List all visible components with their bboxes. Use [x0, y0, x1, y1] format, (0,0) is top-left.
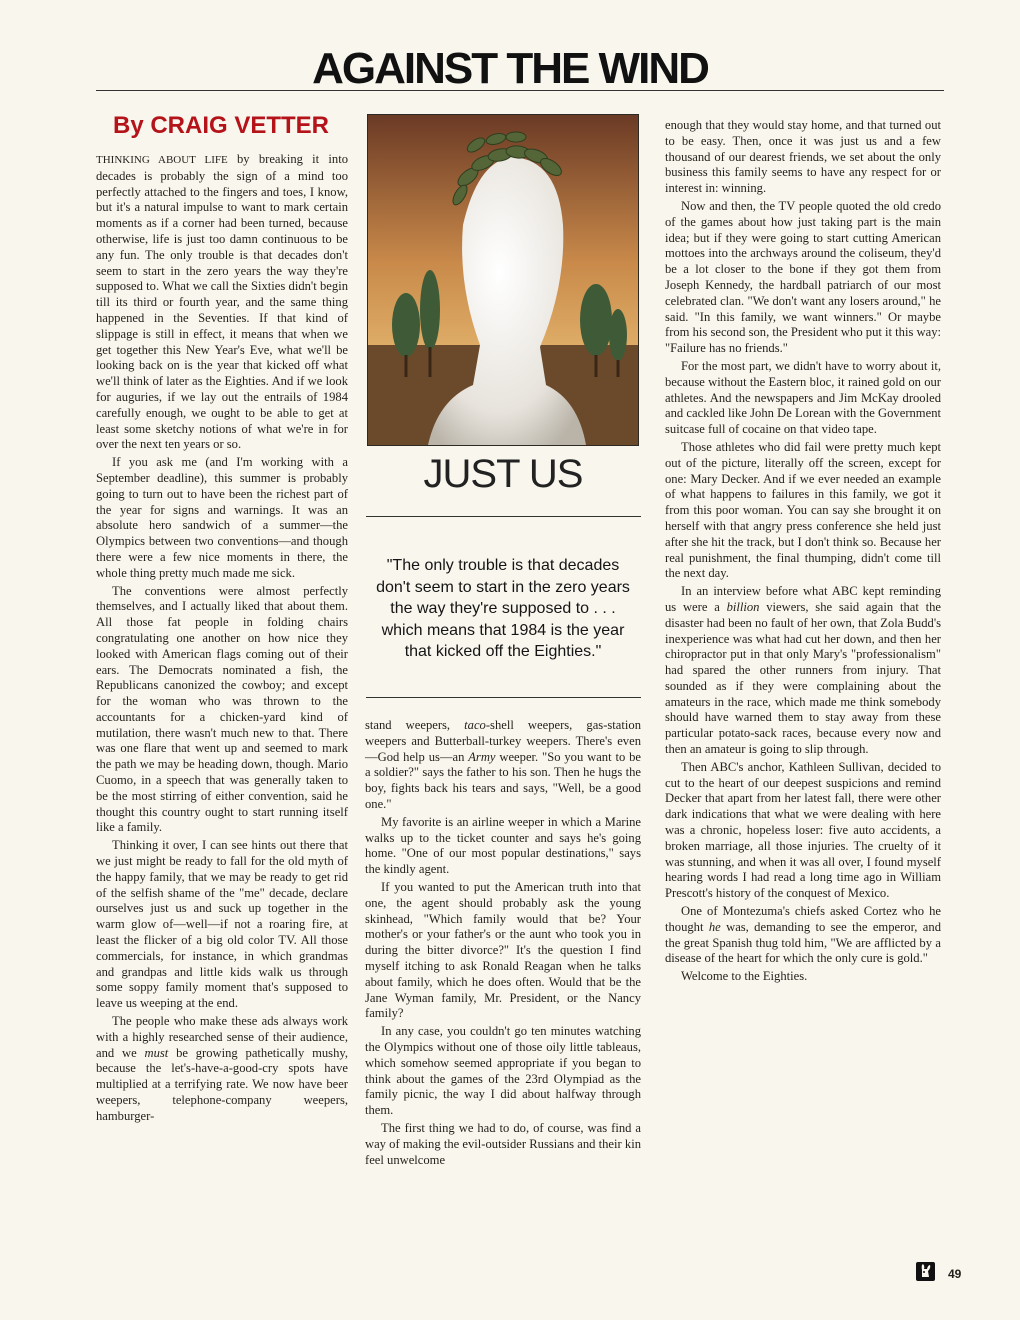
paragraph: My favorite is an airline weeper in which a Marine walks up to the ticket counter and says he's going home. "One of our most popular destinations," says the kindly agent.: [365, 814, 641, 877]
paragraph: Then ABC's anchor, Kathleen Sullivan, decided to cut to the heart of our deepest suspicions and remind Decker that apart from her latest fall, there were other dark indications that what we were dealing with here was a chronic, hopeless loser: five auto accidents, a broken marriage, all those injuries. The cruelty of it was stunning, and when it was all over, I found myself hearing words I had read a long time ago in William Prescott's history of the conquest of Mexico.: [665, 759, 941, 901]
paragraph: In an interview before what ABC kept reminding us were a billion viewers, she said again that the disaster had been no fault of her own, that Zola Budd's inexperience was what had cut her down, and then her chiropractor put in that only Mary's "professionalism" had spared the other runners from injury. That sounded as if they were complaining about the amateurs in the race, which made me think somebody should have warned them to stay away from these particular potato-sack races, because every now and then an amateur is going to slip through.: [665, 584, 941, 757]
paragraph: If you ask me (and I'm working with a September deadline), this summer is probably going to turn out to have been the richest part of the year for signs and warnings. It was an absolute hero sandwich of a summer—the Olympics between two conventions—and though there were a few nice moments in there, the whole thing pretty much made me sick.: [96, 455, 348, 580]
article-column-2: [365, 718, 641, 1170]
paragraph: The first thing we had to do, of course, was find a way of making the evil-outsider Russians and their kin feel unwelcome: [365, 1120, 641, 1167]
paragraph: In any case, you couldn't go ten minutes watching the Olympics without one of those oily little tableaus, which somehow seemed appropriate if you began to think about the games of the 23rd Olympiad as the family picnic, the way I did about halfway through them.: [365, 1024, 641, 1118]
paragraph: For the most part, we didn't have to worry about it, because without the Eastern bloc, it rained gold on our athletes. And the newspapers and Jim McKay drooled and cackled like John De Lorean with the Government suitcase full of cocaine on that video tape.: [665, 358, 941, 437]
article-column-1: [96, 152, 348, 1127]
section-heading: JUST US: [423, 452, 583, 496]
faceless-bust-illustration: [367, 114, 639, 446]
article-column-3: [665, 118, 941, 987]
paragraph: stand weepers, taco-shell weepers, gas-station weepers and Butterball-turkey weepers. There's even—God help us—an Army weeper. "So you want to be a soldier?" says the father to his son. Then he hugs the boy, fights back his tears and says, "Well, be a good one.": [365, 718, 641, 811]
title-rule: [96, 90, 944, 91]
paragraph: If you wanted to put the American truth into that one, the agent should probably ask the young skinhead, "Which family would that be? Your mother's or your father's or the aunt who took you in during the bitter divorce?" It's the question I find myself itching to ask Ronald Reagan when he talks about family, which he does often. Would that be the Jane Wyman family, Mr. President, or the Nancy family?: [365, 879, 641, 1021]
paragraph: Now and then, the TV people quoted the old credo of the games about how just taking part is the main idea; but if they were going to start cutting American mottoes into the archways around the coliseum, they'd be a lot closer to the bone if they got them from Joseph Kennedy, the hardball patriarch of our most celebrated clan. "We don't want any losers around," he said. "In this family, we want winners." Or maybe from his second son, the President who put it this way: "Failure has no friends.": [665, 198, 941, 356]
closing-line: Welcome to the Eighties.: [681, 969, 808, 984]
paragraph: One of Montezuma's chiefs asked Cortez who he thought he was, demanding to see the emperor, and the great Spanish thug told him, "We are afflicted by a disease of the heart for which the only cure is gold.": [665, 904, 941, 966]
lead-in: THINKING ABOUT LIFE: [96, 154, 228, 166]
divider: [366, 697, 641, 698]
paragraph: Those athletes who did fail were pretty much kept out of the picture, literally off the screen, except for one: Mary Decker. And if we ever needed an example of what happens to failures in this family, we got it from this poor woman. You can say she brought it on herself with that angry press conference she held just after she hit the track, but I don't think so. Because her real punishment, the final thumping, didn't come till the next day.: [665, 439, 941, 581]
article-title: AGAINST THE WIND: [312, 44, 708, 93]
paragraph: The people who make these ads always work with a highly researched sense of their audience, and we must be growing pathetically mushy, because the let's-have-a-good-cry spots have multiplied at a terrifying rate. We now have beer weepers, telephone-company weepers, hamburger-: [96, 1014, 348, 1123]
bunny-logo-icon: [916, 1262, 935, 1281]
paragraph: enough that they would stay home, and that turned out to be easy. Then, once it was just us and a few thousand of our dearest friends, we set about the only business this family seems to have any respect for or interest in: winning.: [665, 118, 941, 196]
divider: [366, 516, 641, 517]
pull-quote: "The only trouble is that decades don't seem to start in the zero years the way they're supposed to . . . which means that 1984 is the year that kicked off the Eighties.": [376, 557, 630, 660]
paragraph: The conventions were almost perfectly themselves, and I actually liked that about them. All those fat people in folding chairs congratulating one another on how nice they looked with American flags coming out of their ears. The Democrats nominated a fish, the Republicans canonized the cowboy; and except for the woman who was thrown to the accountants for a chicken-yard kind of mutilation, there wasn't much new to that. There was one flare that went up and seemed to mark the path we may be heading down, though. Mario Cuomo, in a speech that was generally taken to be the most stirring of either convention, said he thought this country ought to start running itself like a family.: [96, 583, 348, 835]
page-number: 49: [948, 1267, 962, 1281]
paragraph: Thinking it over, I can see hints out there that we just might be ready to fall for the old myth of the happy family, that we may be ready to get rid of the selfish shame of the "me" decade, declare ourselves just us and suck up together in the warm glow of—well—if not a roaring fire, at least the flicker of a big old color TV. All those commercials, for instance, in which grandmas and grandpas and little kids walk us through some soppy family moment that's supposed to leave us weeping at the end.: [96, 838, 348, 1011]
paragraph: THINKING ABOUT LIFE by breaking it into decades is probably the sign of a mind too perfectly attached to the fingers and toes, I know, but it's a natural impulse to want to mark certain moments as if a corner had been turned, because otherwise, life is just too damn continuous to be any fun. The only trouble is that decades don't seem to start in the zero years the way they're supposed to. What we call the Sixties didn't begin till its third or fourth year, and the same thing happened in the Seventies. If that kind of slippage is still in effect, it means that when we get together this New Year's Eve, what we'll be looking back on is the year that kicked off what we'll think of later as the Eighties. And if we look for auguries, if we lay out the entrails of 1984 carefully enough, we ought to be able to get at least some sketchy notions of what we're in for over the next ten years or so.: [96, 152, 348, 452]
byline: By CRAIG VETTER: [112, 112, 330, 139]
